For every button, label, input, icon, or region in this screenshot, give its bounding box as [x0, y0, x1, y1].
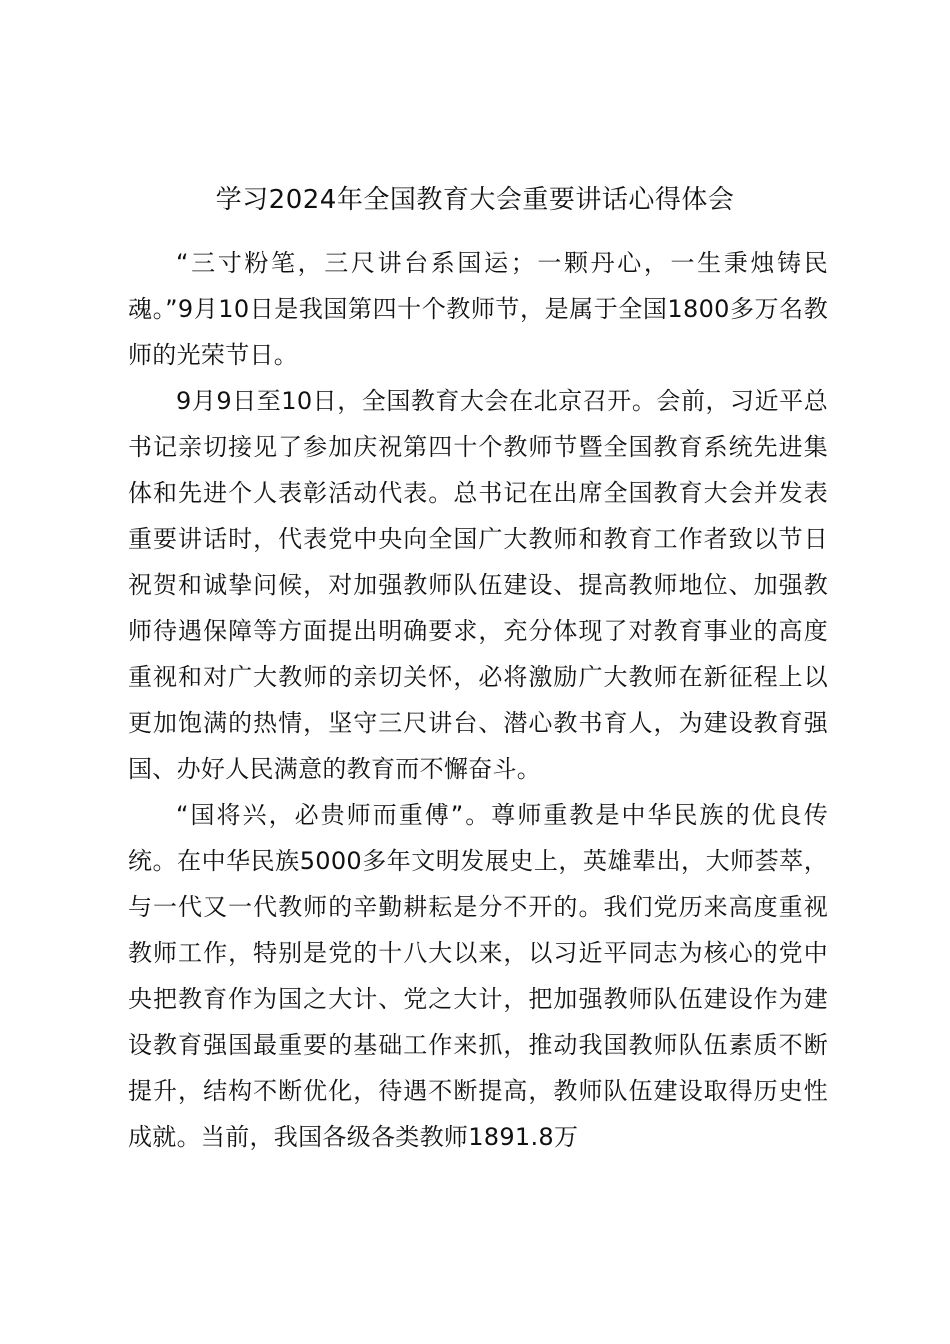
document-body	[128, 240, 828, 1160]
document-title: 学习2024年全国教育大会重要讲话心得体会	[215, 185, 735, 215]
paragraph-3: “国将兴，必贵师而重傅”。尊师重教是中华民族的优良传统。在中华民族5000多年文明发展史上，英雄辈出，大师荟萃，与一代又一代教师的辛勤耕耘是分不开的。我们党历来高度重视教师工作，特别是党的十八大以来，以习近平同志为核心的党中央把教育作为国之大计、党之大计，把加强教师队伍建设作为建设教育强国最重要的基础工作来抓，推动我国教师队伍素质不断提升，结构不断优化，待遇不断提高，教师队伍建设取得历史性成就。当前，我国各级各类教师1891.8万	[128, 801, 828, 1151]
paragraph-1: “三寸粉笔，三尺讲台系国运；一颗丹心，一生秉烛铸民魂。”9月10日是我国第四十个教师节，是属于全国1800多万名教师的光荣节日。	[128, 249, 828, 369]
paragraph-2: 9月9日至10日，全国教育大会在北京召开。会前，习近平总书记亲切接见了参加庆祝第四十个教师节暨全国教育系统先进集体和先进个人表彰活动代表。总书记在出席全国教育大会并发表重要讲话时，代表党中央向全国广大教师和教育工作者致以节日祝贺和诚挚问候，对加强教师队伍建设、提高教师地位、加强教师待遇保障等方面提出明确要求，充分体现了对教育事业的高度重视和对广大教师的亲切关怀，必将激励广大教师在新征程上以更加饱满的热情，坚守三尺讲台、潜心教书育人，为建设教育强国、办好人民满意的教育而不懈奋斗。	[128, 387, 828, 783]
